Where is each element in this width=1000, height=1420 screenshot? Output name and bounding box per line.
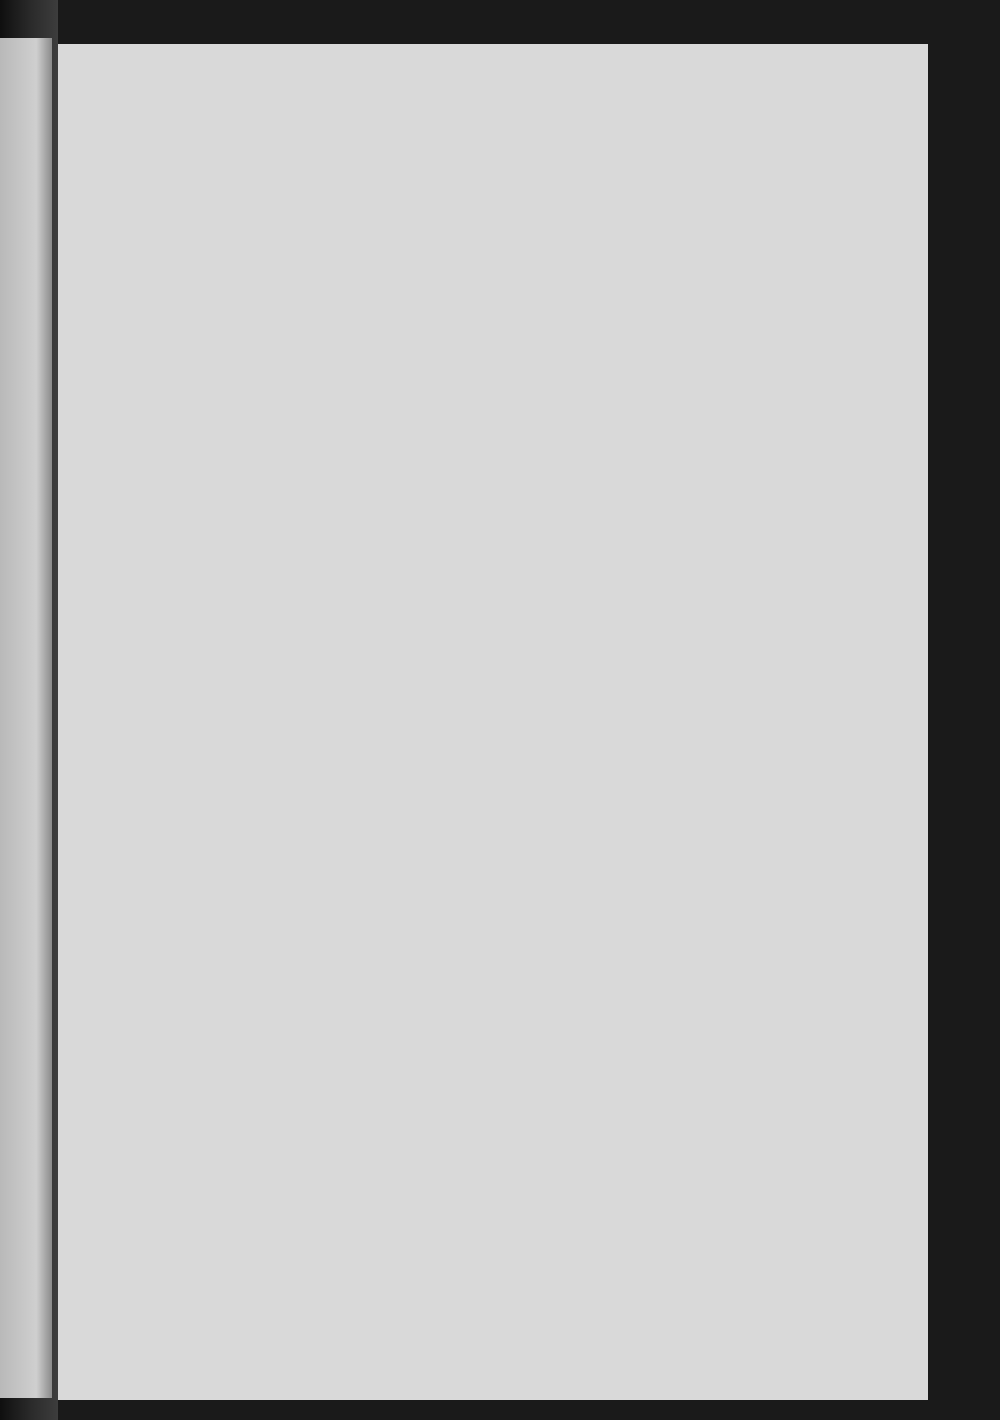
left-page-edge: [0, 38, 52, 1398]
page: [58, 44, 928, 1400]
